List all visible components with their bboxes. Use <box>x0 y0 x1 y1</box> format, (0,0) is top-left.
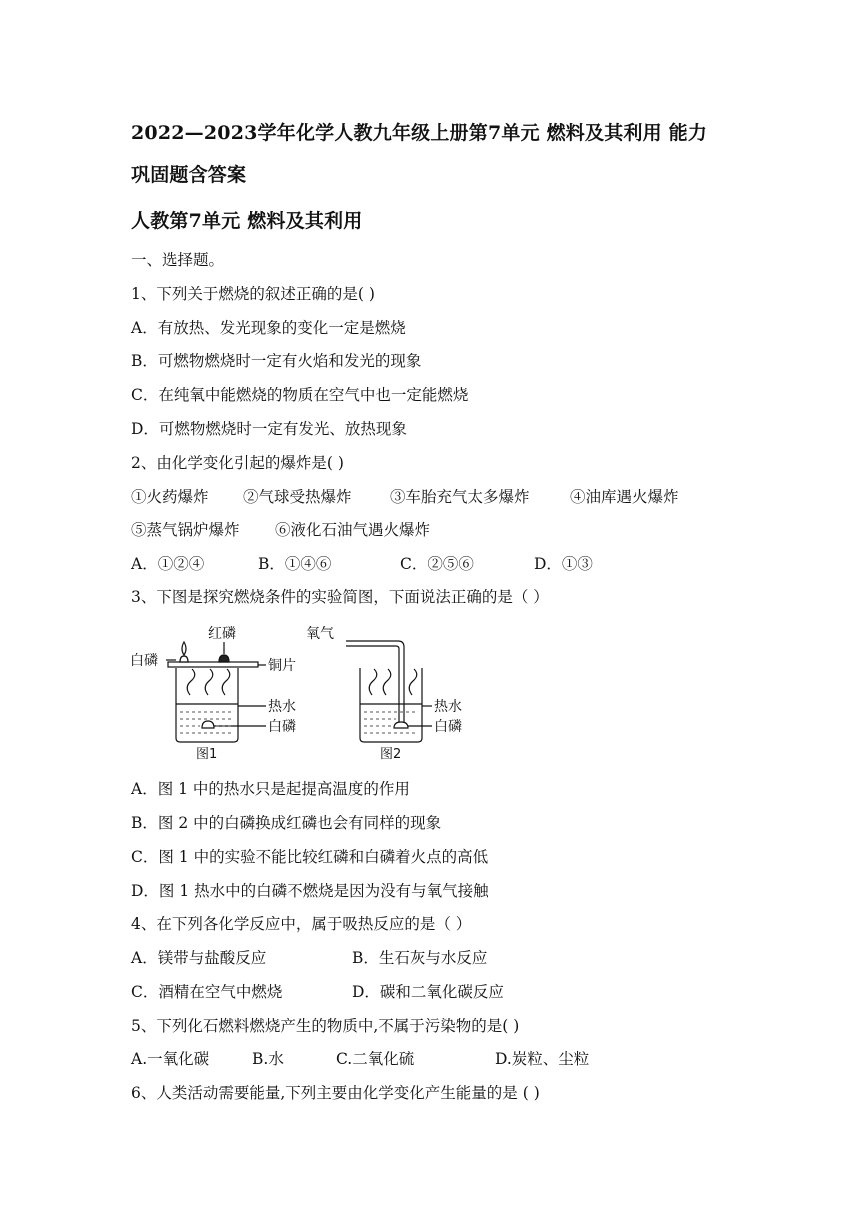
fig1-white-phosphorus-top <box>180 656 188 662</box>
question-2-option-b: B．①④⑥ <box>258 555 332 573</box>
question-5-option-c: C.二氧化硫 <box>336 1050 415 1068</box>
fig1-beaker <box>176 668 238 742</box>
question-2-item-2: ②气球受热爆炸 <box>243 488 352 506</box>
question-3-option-c: C．图 1 中的实验不能比较红磷和白磷着火点的高低 <box>131 848 489 866</box>
fig2-steam <box>383 669 391 695</box>
document-title-line1: 2022—2023学年化学人教九年级上册第7单元 燃料及其利用 能力 <box>131 122 708 144</box>
question-2-item-5: ⑤蒸气锅炉爆炸 <box>131 521 240 539</box>
section-heading: 一、选择题。 <box>131 251 225 269</box>
fig1-label-hot-water: 热水 <box>268 699 296 715</box>
question-1-stem: 1、下列关于燃烧的叙述正确的是( ) <box>131 285 375 303</box>
question-5-option-d: D.炭粒、尘粒 <box>495 1050 590 1068</box>
question-1-option-b: B．可燃物燃烧时一定有火焰和发光的现象 <box>131 352 422 370</box>
fig2-label-oxygen: 氧气 <box>306 626 334 642</box>
question-1-option-a: A．有放热、发光现象的变化一定是燃烧 <box>131 319 406 337</box>
fig1-steam <box>222 669 230 695</box>
fig1-label-red-phosphorus: 红磷 <box>208 626 236 642</box>
fig2-beaker <box>360 668 422 742</box>
fig1-steam <box>187 669 195 695</box>
question-3-stem: 3、下图是探究燃烧条件的实验简图，下面说法正确的是（ ） <box>131 588 549 606</box>
fig1-caption: 图1 <box>196 747 218 762</box>
fig2-white-phosphorus <box>394 722 408 728</box>
fig2-oxygen-tube <box>346 641 404 722</box>
fig1-label-white-phosphorus-water: 白磷 <box>268 719 296 735</box>
question-6-stem: 6、人类活动需要能量,下列主要由化学变化产生能量的是 ( ) <box>131 1084 540 1102</box>
question-4-option-d: D．碳和二氧化碳反应 <box>352 983 504 1001</box>
question-2-item-4: ④油库遇火爆炸 <box>570 488 679 506</box>
fig2-caption: 图2 <box>380 747 402 762</box>
fig2-oxygen-tube <box>346 646 399 722</box>
fig1-copper-sheet <box>168 662 258 667</box>
question-2-item-6: ⑥液化石油气遇火爆炸 <box>275 521 431 539</box>
question-2-option-a: A．①②④ <box>131 555 205 573</box>
question-5-option-b: B.水 <box>252 1050 284 1068</box>
question-3-option-b: B．图 2 中的白磷换成红磷也会有同样的现象 <box>131 814 442 832</box>
fig1-steam <box>205 669 213 695</box>
question-5-option-a: A.一氧化碳 <box>131 1050 210 1068</box>
question-4-option-b: B．生石灰与水反应 <box>352 949 488 967</box>
fig2-label-white-phosphorus: 白磷 <box>434 719 462 735</box>
unit-title: 人教第7单元 燃料及其利用 <box>131 210 363 232</box>
document-title-line2: 巩固题含答案 <box>131 164 247 186</box>
question-2-option-c: C．②⑤⑥ <box>400 555 474 573</box>
question-3-option-d: D．图 1 热水中的白磷不燃烧是因为没有与氧气接触 <box>131 882 489 900</box>
question-4-option-a: A．镁带与盐酸反应 <box>131 949 267 967</box>
fig2-steam <box>369 669 377 695</box>
fig1-label-white-phosphorus: 白磷 <box>130 653 158 669</box>
fig1-red-phosphorus <box>219 655 229 662</box>
combustion-experiment-figure <box>128 620 488 762</box>
fig1-flame <box>182 642 186 655</box>
question-1-option-c: C．在纯氧中能燃烧的物质在空气中也一定能燃烧 <box>131 386 469 404</box>
question-3-option-a: A．图 1 中的热水只是起提高温度的作用 <box>131 780 410 798</box>
question-5-stem: 5、下列化石燃料燃烧产生的物质中,不属于污染物的是( ) <box>131 1017 520 1035</box>
fig1-label-copper-sheet: 铜片 <box>268 658 296 674</box>
question-1-option-d: D．可燃物燃烧时一定有发光、放热现象 <box>131 420 407 438</box>
question-2-item-1: ①火药爆炸 <box>131 488 209 506</box>
question-2-option-d: D．①③ <box>534 555 593 573</box>
question-4-option-c: C．酒精在空气中燃烧 <box>131 983 283 1001</box>
fig1-white-phosphorus-water <box>202 721 214 728</box>
question-2-item-3: ③车胎充气太多爆炸 <box>390 488 530 506</box>
question-2-stem: 2、由化学变化引起的爆炸是( ) <box>131 454 344 472</box>
fig2-label-hot-water: 热水 <box>434 699 462 715</box>
fig2-steam <box>409 669 417 695</box>
question-4-stem: 4、在下列各化学反应中，属于吸热反应的是（ ） <box>131 915 472 933</box>
